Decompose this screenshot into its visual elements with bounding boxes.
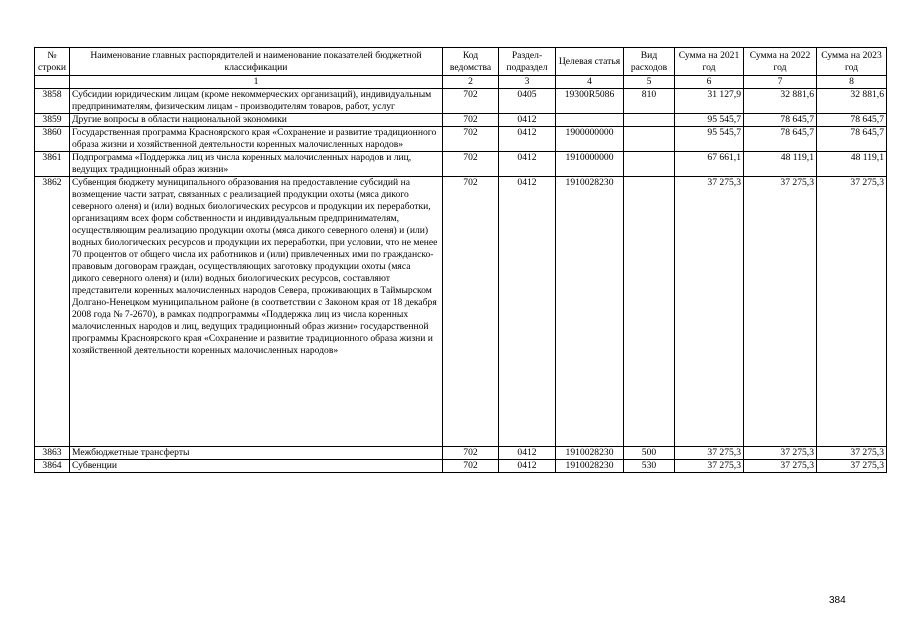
column-number: 2 — [443, 76, 499, 89]
row-section: 0412 — [499, 114, 556, 127]
header-row — [35, 48, 887, 76]
row-name: Другие вопросы в области национальной экономики — [70, 114, 443, 127]
row-amount-2021: 95 545,7 — [675, 127, 744, 152]
column-number-blank — [35, 76, 70, 89]
column-number: 3 — [499, 76, 556, 89]
row-section: 0412 — [499, 177, 556, 447]
row-name: Субвенция бюджету муниципального образования на предоставление субсидий на возмещение части затрат, связанных с реализацией продукции охоты (мяса дикого северного оленя) и (или) водных биологических ресурсов и продукции их переработки, организациям всех форм собственности и индивидуальным предпринимателям, осуществляющим реализацию продукции охоты (мяса дикого северного оленя) и (или) водных биологических ресурсов и продукции их переработки, при условии, что не менее 70 процентов от общего числа их работников и (или) привлеченных ими по гражданско-правовым договорам граждан, осуществляющих заготовку продукции охоты (мяса дикого северного оленя) и (или) водных биологических ресурсов, составляют представители коренных малочисленных народов Севера, проживающих в Таймырском Долгано-Ненецком муниципальном районе (в соответствии с Законом края от 18 декабря 2008 года № 7-2670), в рамках подпрограммы «Поддержка лиц из числа коренных малочисленных народов и лиц, ведущих традиционный образ жизни» государственной программы Красноярского края «Сохранение и развитие традиционного образа жизни и хозяйственной деятельности коренных малочисленных народов» — [70, 177, 443, 447]
table-row — [35, 177, 887, 447]
row-target: 1910028230 — [556, 177, 624, 447]
row-exp-type: 810 — [624, 89, 675, 114]
table-row — [35, 152, 887, 177]
row-amount-2021: 37 275,3 — [675, 447, 744, 460]
table-row — [35, 447, 887, 460]
row-number: 3858 — [35, 89, 70, 114]
row-dept-code: 702 — [443, 127, 499, 152]
row-dept-code: 702 — [443, 114, 499, 127]
row-target: 1900000000 — [556, 127, 624, 152]
row-amount-2021: 67 661,1 — [675, 152, 744, 177]
column-number-row — [35, 76, 887, 89]
row-exp-type: 530 — [624, 460, 675, 473]
row-dept-code: 702 — [443, 89, 499, 114]
row-exp-type — [624, 114, 675, 127]
row-amount-2023: 78 645,7 — [817, 127, 887, 152]
row-amount-2023: 37 275,3 — [817, 460, 887, 473]
row-section: 0412 — [499, 152, 556, 177]
row-section: 0412 — [499, 127, 556, 152]
row-name: Межбюджетные трансферты — [70, 447, 443, 460]
row-name: Субвенции — [70, 460, 443, 473]
row-number: 3863 — [35, 447, 70, 460]
table-row — [35, 127, 887, 152]
row-target: 19300R5086 — [556, 89, 624, 114]
row-amount-2022: 37 275,3 — [744, 460, 817, 473]
row-amount-2023: 37 275,3 — [817, 177, 887, 447]
row-dept-code: 702 — [443, 447, 499, 460]
row-amount-2023: 37 275,3 — [817, 447, 887, 460]
row-number: 3860 — [35, 127, 70, 152]
row-number: 3862 — [35, 177, 70, 447]
row-amount-2023: 32 881,6 — [817, 89, 887, 114]
row-exp-type: 500 — [624, 447, 675, 460]
row-amount-2022: 78 645,7 — [744, 127, 817, 152]
row-dept-code: 702 — [443, 152, 499, 177]
column-number: 5 — [624, 76, 675, 89]
header-section: Раздел-подраздел — [499, 48, 556, 76]
column-number: 1 — [70, 76, 443, 89]
row-amount-2022: 37 275,3 — [744, 447, 817, 460]
header-y2021: Сумма на 2021 год — [675, 48, 744, 76]
table-row — [35, 460, 887, 473]
row-target — [556, 114, 624, 127]
row-section: 0405 — [499, 89, 556, 114]
row-name: Субсидии юридическим лицам (кроме некоммерческих организаций), индивидуальным предпринимателям, физическим лицам - производителям товаров, работ, услуг — [70, 89, 443, 114]
row-amount-2022: 78 645,7 — [744, 114, 817, 127]
row-exp-type — [624, 177, 675, 447]
table-row — [35, 114, 887, 127]
budget-table — [34, 47, 887, 473]
row-target: 1910028230 — [556, 447, 624, 460]
row-amount-2022: 37 275,3 — [744, 177, 817, 447]
row-number: 3864 — [35, 460, 70, 473]
header-name: Наименование главных распорядителей и наименование показателей бюджетной классификации — [70, 48, 443, 76]
row-section: 0412 — [499, 447, 556, 460]
row-target: 1910028230 — [556, 460, 624, 473]
row-exp-type — [624, 127, 675, 152]
row-number: 3859 — [35, 114, 70, 127]
row-amount-2022: 48 119,1 — [744, 152, 817, 177]
page-number: 384 — [829, 595, 846, 606]
row-amount-2021: 37 275,3 — [675, 177, 744, 447]
column-number: 4 — [556, 76, 624, 89]
row-dept-code: 702 — [443, 460, 499, 473]
row-amount-2021: 31 127,9 — [675, 89, 744, 114]
row-dept-code: 702 — [443, 177, 499, 447]
column-number: 8 — [817, 76, 887, 89]
header-row-no: № строки — [35, 48, 70, 76]
header-y2022: Сумма на 2022 год — [744, 48, 817, 76]
header-dept-code: Код ведомства — [443, 48, 499, 76]
row-target: 1910000000 — [556, 152, 624, 177]
header-y2023: Сумма на 2023 год — [817, 48, 887, 76]
row-amount-2022: 32 881,6 — [744, 89, 817, 114]
table-row — [35, 89, 887, 114]
row-amount-2023: 48 119,1 — [817, 152, 887, 177]
row-amount-2021: 37 275,3 — [675, 460, 744, 473]
row-number: 3861 — [35, 152, 70, 177]
column-number: 6 — [675, 76, 744, 89]
row-name: Государственная программа Красноярского края «Сохранение и развитие традиционного образа жизни и хозяйственной деятельности коренных малочисленных народов» — [70, 127, 443, 152]
row-amount-2023: 78 645,7 — [817, 114, 887, 127]
row-exp-type — [624, 152, 675, 177]
column-number: 7 — [744, 76, 817, 89]
row-name: Подпрограмма «Поддержка лиц из числа коренных малочисленных народов и лиц, ведущих традиционный образ жизни» — [70, 152, 443, 177]
row-amount-2021: 95 545,7 — [675, 114, 744, 127]
header-target: Целевая статья — [556, 48, 624, 76]
header-exp-type: Вид расходов — [624, 48, 675, 76]
row-section: 0412 — [499, 460, 556, 473]
